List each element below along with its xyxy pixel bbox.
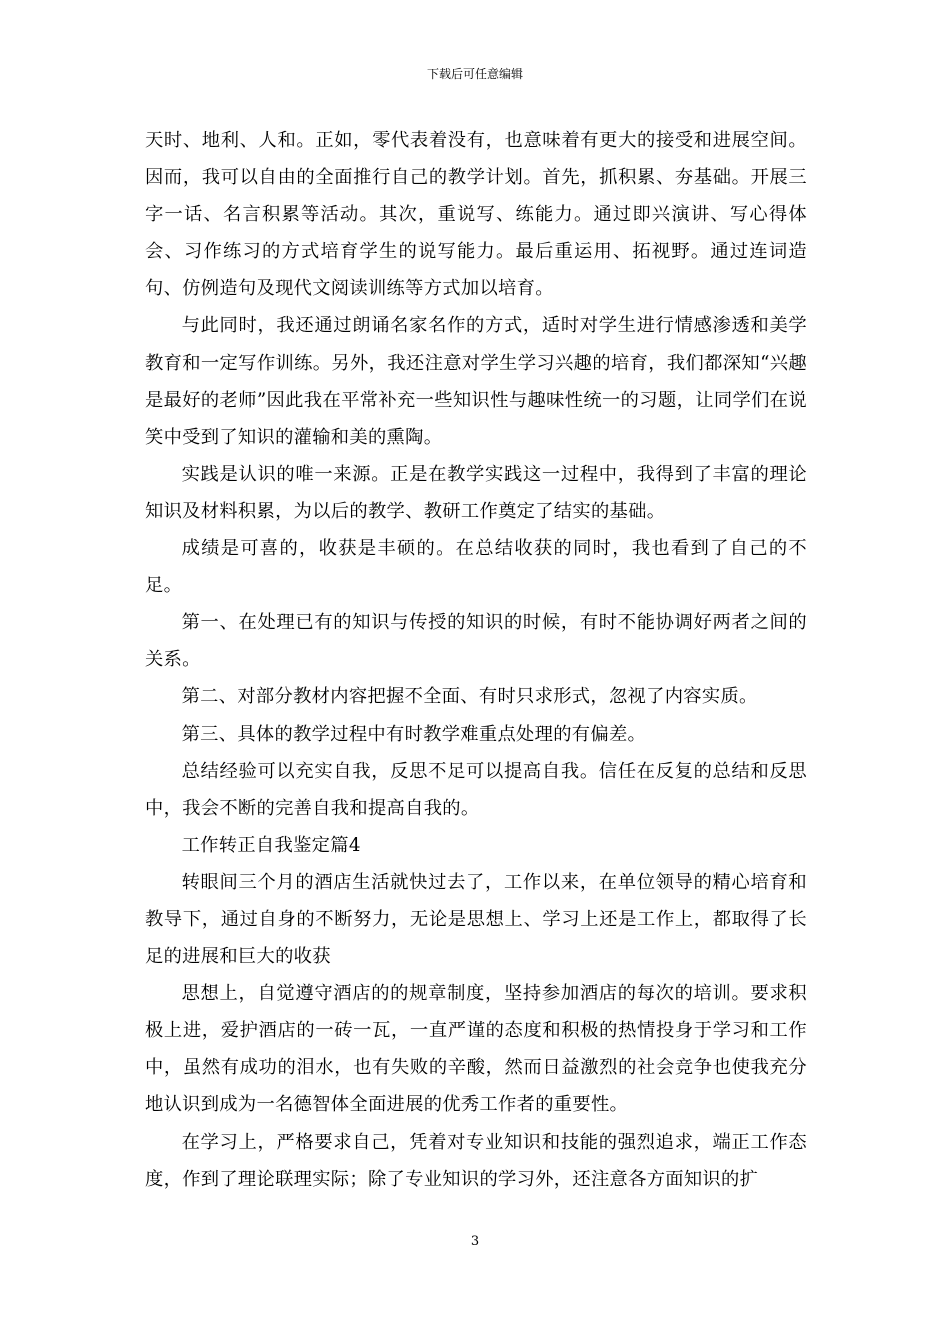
- paragraph: 与此同时，我还通过朗诵名家名作的方式，适时对学生进行情感渗透和美学教育和一定写作训练。另外，我还注意对学生学习兴趣的培育，我们都深知“兴趣是最好的老师”因此我在平常补充一些知识性与趣味性统一的习题，让同学们在说笑中受到了知识的灌输和美的熏陶。: [145, 315, 807, 448]
- paragraph: 第三、具体的教学过程中有时教学难重点处理的有偏差。: [181, 723, 647, 745]
- paragraph: 在学习上，严格要求自己，凭着对专业知识和技能的强烈追求，端正工作态度，作到了理论联理实际；除了专业知识的学习外，还注意各方面知识的扩: [145, 1131, 807, 1190]
- page-number: 3: [470, 1234, 480, 1249]
- paragraph: 转眼间三个月的酒店生活就快过去了，工作以来，在单位领导的精心培育和教导下，通过自身的不断努力，无论是思想上、学习上还是工作上，都取得了长足的进展和巨大的收获: [145, 871, 807, 968]
- paragraph: 第一、在处理已有的知识与传授的知识的时候，有时不能协调好两者之间的关系。: [145, 612, 807, 671]
- section-heading: 工作转正自我鉴定篇4: [181, 834, 361, 856]
- paragraph: 思想上，自觉遵守酒店的的规章制度，坚持参加酒店的每次的培训。要求积极上进，爱护酒店的一砖一瓦，一直严谨的态度和积极的热情投身于学习和工作中，虽然有成功的泪水，也有失败的辛酸，然而日益激烈的社会竞争也使我充分地认识到成为一名德智体全面进展的优秀工作者的重要性。: [145, 983, 807, 1116]
- page-header: 下载后可任意编辑: [426, 67, 523, 81]
- paragraph: 第二、对部分教材内容把握不全面、有时只求形式，忽视了内容实质。: [181, 686, 758, 708]
- paragraph: 实践是认识的唯一来源。正是在教学实践这一过程中，我得到了丰富的理论知识及材料积累，为以后的教学、教研工作奠定了结实的基础。: [145, 463, 807, 522]
- document-body: [145, 122, 807, 1198]
- paragraph: 总结经验可以充实自我，反思不足可以提高自我。信任在反复的总结和反思中，我会不断的完善自我和提高自我的。: [145, 760, 807, 819]
- paragraph: 天时、地利、人和。正如，零代表着没有，也意味着有更大的接受和进展空间。因而，我可以自由的全面推行自己的教学计划。首先，抓积累、夯基础。开展三字一话、名言积累等活动。其次，重说写、练能力。通过即兴演讲、写心得体会、习作练习的方式培育学生的说写能力。最后重运用、拓视野。通过连词造句、仿例造句及现代文阅读训练等方式加以培育。: [145, 130, 807, 300]
- paragraph: 成绩是可喜的，收获是丰硕的。在总结收获的同时，我也看到了自己的不足。: [145, 538, 807, 597]
